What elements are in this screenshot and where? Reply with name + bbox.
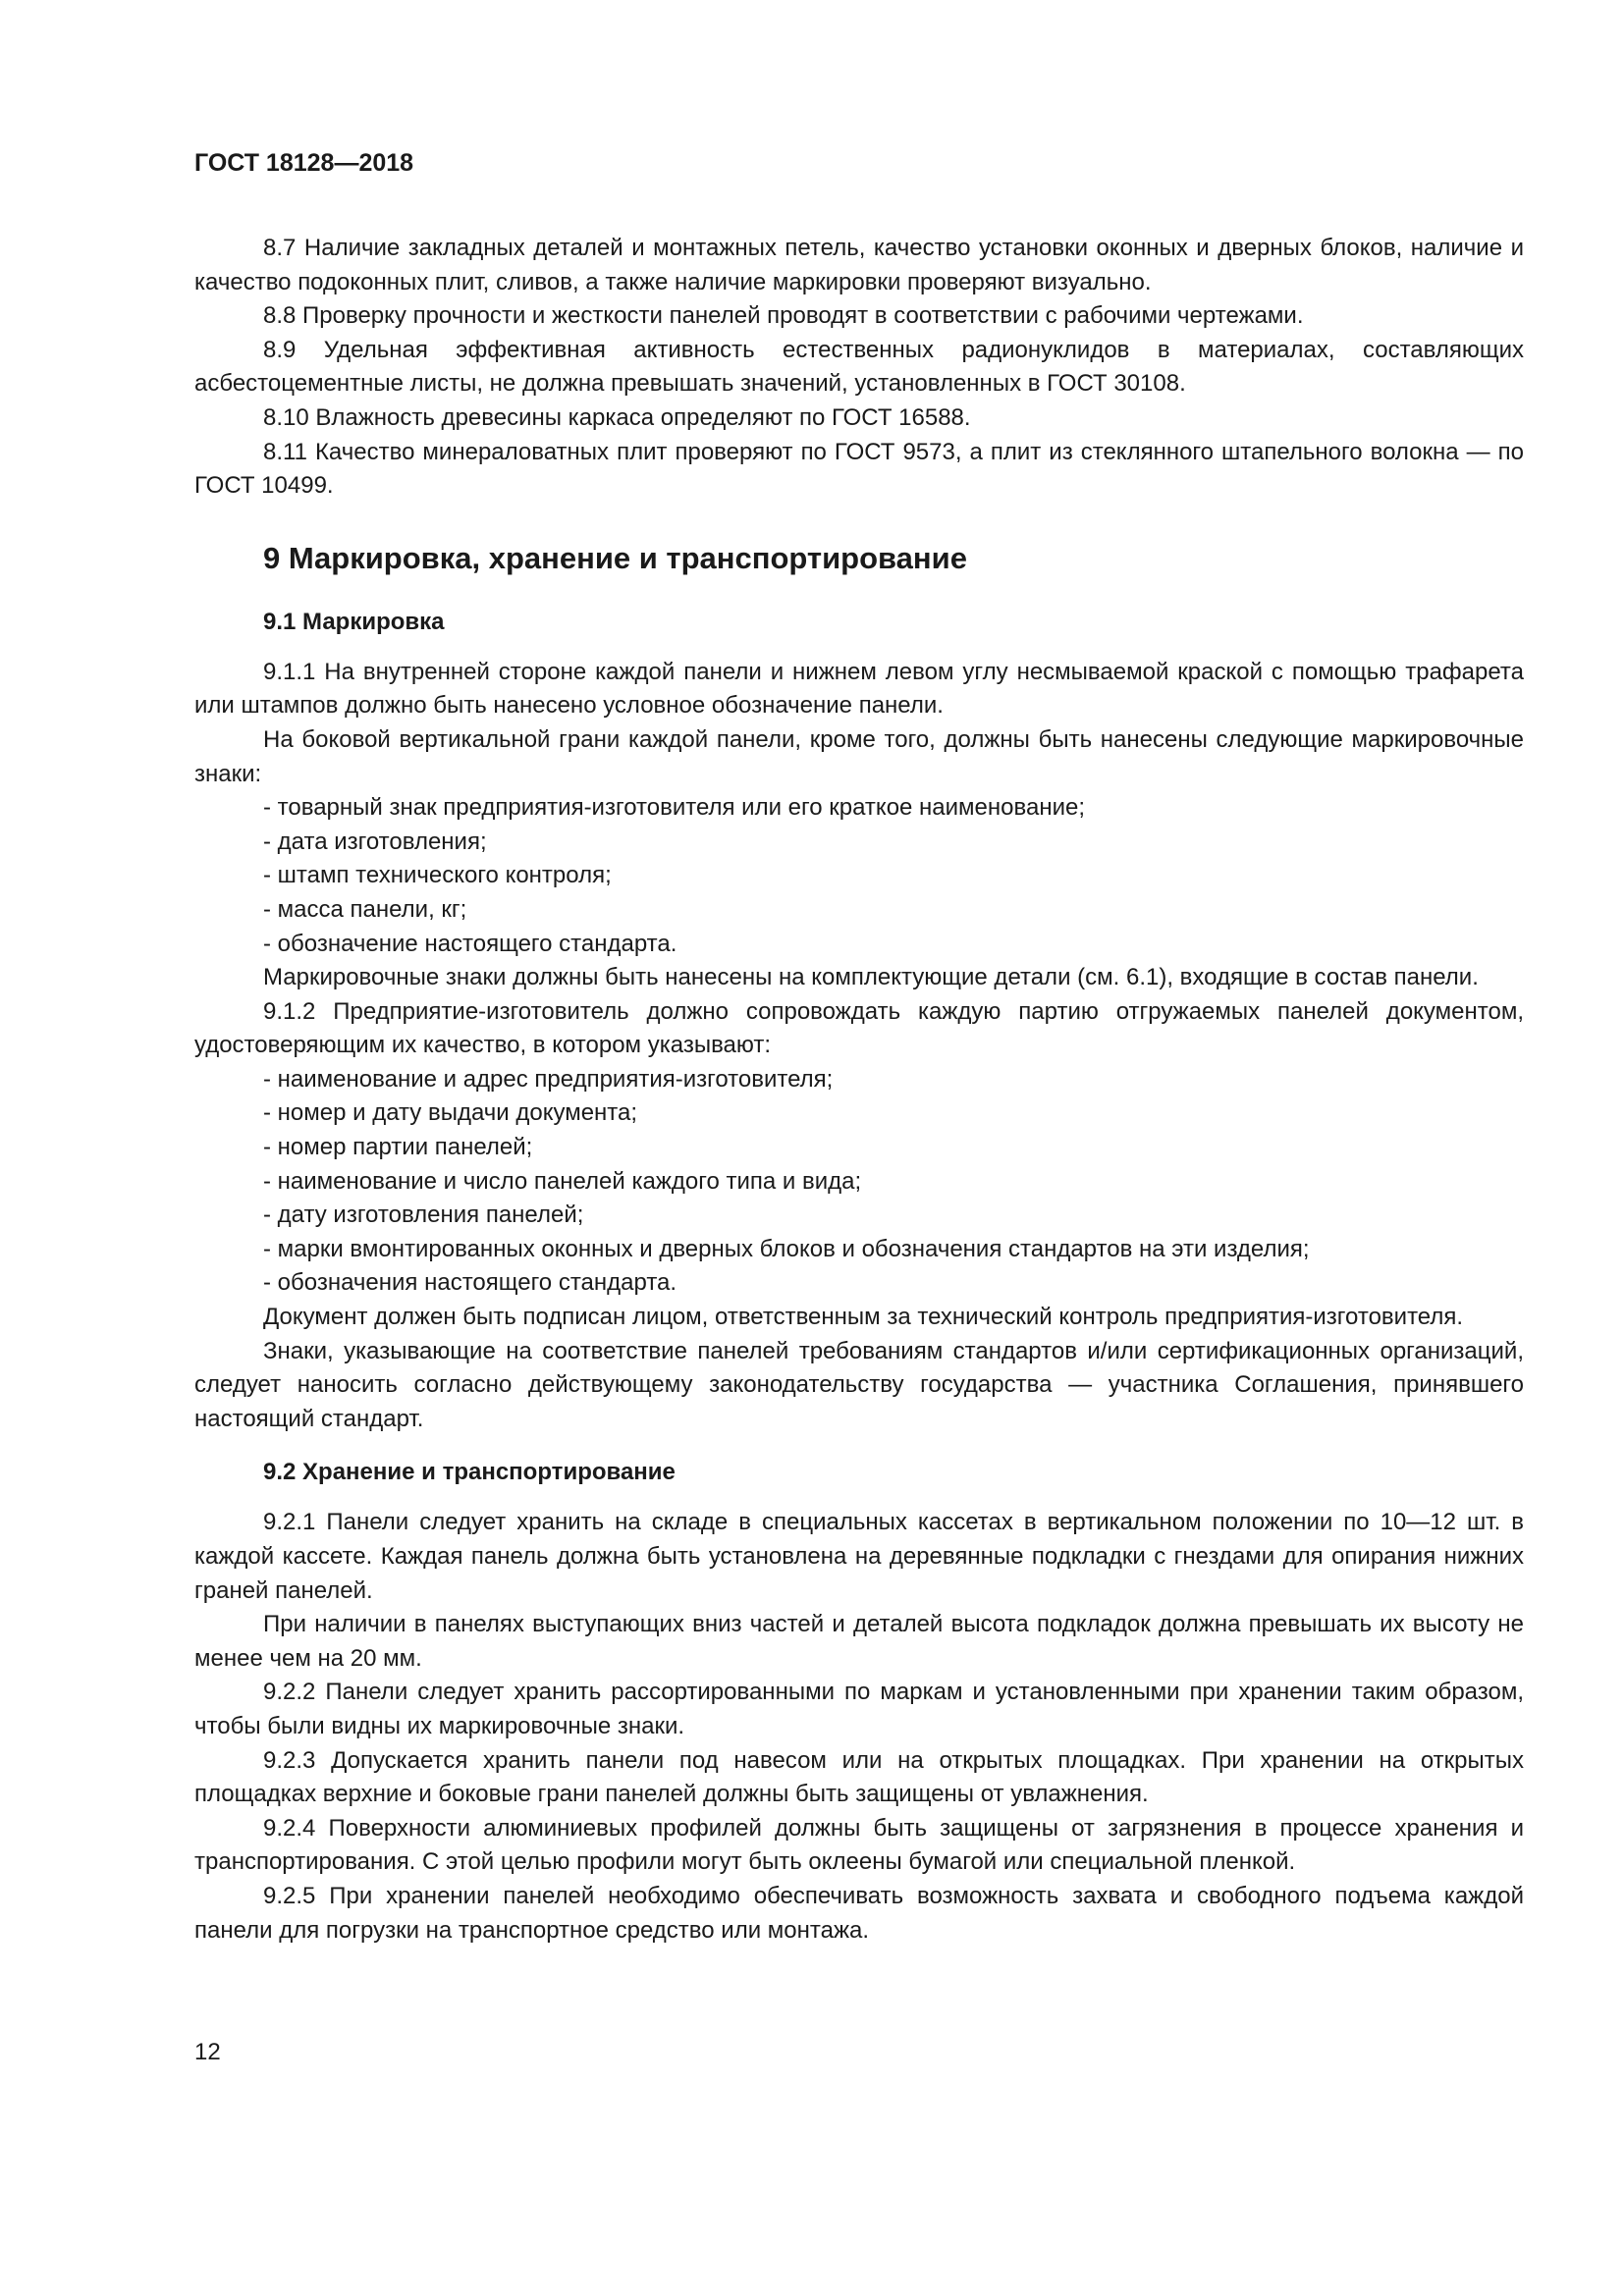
- subsection-9-1-title: 9.1 Маркировка: [263, 608, 445, 635]
- list-item: - обозначения настоящего стандарта.: [263, 1269, 677, 1297]
- paragraph-8-9: 8.9 Удельная эффективная активность естественных радионуклидов в материалах, составляющих асбестоцементные листы, не должна превышать значений, установленных в ГОСТ 30108.: [194, 336, 1524, 398]
- list-item: - обозначение настоящего стандарта.: [263, 930, 677, 957]
- paragraph-9-2-3: 9.2.3 Допускается хранить панели под навесом или на открытых площадках. При хранении на открытых площадках верхние и боковые грани панелей должны быть защищены от увлажнения.: [194, 1746, 1524, 1808]
- list-item: - масса панели, кг;: [263, 895, 467, 923]
- paragraph-9-2-2: 9.2.2 Панели следует хранить рассортированными по маркам и установленными при хранении таким образом, чтобы были видны их маркировочные знаки.: [194, 1679, 1524, 1739]
- paragraph-9-1-1: 9.1.1 На внутренней стороне каждой панели и нижнем левом углу несмываемой краской с помощью трафарета или штампов должно быть нанесено условное обозначение панели.: [194, 658, 1524, 720]
- list-item: - номер и дату выдачи документа;: [263, 1099, 638, 1127]
- document-header: ГОСТ 18128—2018: [194, 149, 414, 177]
- list-item: - дату изготовления панелей;: [263, 1201, 584, 1229]
- list-item: - дата изготовления;: [263, 828, 487, 855]
- paragraph-8-7: 8.7 Наличие закладных деталей и монтажных петель, качество установки оконных и дверных блоков, наличие и качество подоконных плит, сливов, а также наличие маркировки проверяют визуально.: [194, 235, 1524, 295]
- page-number: 12: [194, 2039, 221, 2065]
- paragraph-marking-components: Маркировочные знаки должны быть нанесены на комплектующие детали (см. 6.1), входящие в состав панели.: [263, 964, 1479, 991]
- paragraph-supports-height: При наличии в панелях выступающих вниз частей и деталей высота подкладок должна превышать их высоту не менее чем на 20 мм.: [194, 1611, 1524, 1672]
- paragraph-marking-signs-intro: На боковой вертикальной грани каждой панели, кроме того, должны быть нанесены следующие маркировочные знаки:: [194, 725, 1524, 787]
- list-item: - штамп технического контроля;: [263, 862, 612, 889]
- list-item: - товарный знак предприятия-изготовителя или его краткое наименование;: [263, 794, 1086, 822]
- paragraph-8-8: 8.8 Проверку прочности и жесткости панелей проводят в соответствии с рабочими чертежами.: [263, 302, 1304, 330]
- paragraph-9-1-2: 9.1.2 Предприятие-изготовитель должно сопровождать каждую партию отгружаемых панелей документом, удостоверяющим их качество, в котором указывают:: [194, 997, 1524, 1059]
- document-page: [194, 145, 1524, 1948]
- paragraph-document-signature: Документ должен быть подписан лицом, ответственным за технический контроль предприятия-изготовителя.: [263, 1304, 1464, 1331]
- paragraph-8-10: 8.10 Влажность древесины каркаса определяют по ГОСТ 16588.: [263, 403, 971, 431]
- subsection-9-2-title: 9.2 Хранение и транспортирование: [263, 1459, 676, 1486]
- paragraph-8-11: 8.11 Качество минераловатных плит проверяют по ГОСТ 9573, а плит из стеклянного штапельного волокна — по ГОСТ 10499.: [194, 438, 1524, 500]
- section-9-title: 9 Маркировка, хранение и транспортирование: [263, 540, 967, 575]
- paragraph-9-2-5: 9.2.5 При хранении панелей необходимо обеспечивать возможность захвата и свободного подъема каждой панели для погрузки на транспортное средство или монтажа.: [194, 1882, 1524, 1944]
- paragraph-9-2-1: 9.2.1 Панели следует хранить на складе в специальных кассетах в вертикальном положении по 10—12 шт. в каждой кассете. Каждая панель должна быть установлена на деревянные подкладки с гнездами для опирания нижних граней панелей.: [194, 1509, 1524, 1604]
- list-item: - наименование и число панелей каждого типа и вида;: [263, 1167, 862, 1195]
- paragraph-9-2-4: 9.2.4 Поверхности алюминиевых профилей должны быть защищены от загрязнения в процессе хранения и транспортирования. С этой целью профили могут быть оклеены бумагой или специальной пленкой.: [194, 1814, 1524, 1876]
- list-item: - марки вмонтированных оконных и дверных блоков и обозначения стандартов на эти изделия;: [263, 1235, 1310, 1262]
- list-item: - наименование и адрес предприятия-изготовителя;: [263, 1065, 834, 1093]
- list-item: - номер партии панелей;: [263, 1134, 533, 1161]
- paragraph-conformity-signs: Знаки, указывающие на соответствие панелей требованиям стандартов и/или сертификационных организаций, следует наносить согласно действующему законодательству государства — участника Соглашения, принявшего настоящий стандарт.: [194, 1337, 1524, 1432]
